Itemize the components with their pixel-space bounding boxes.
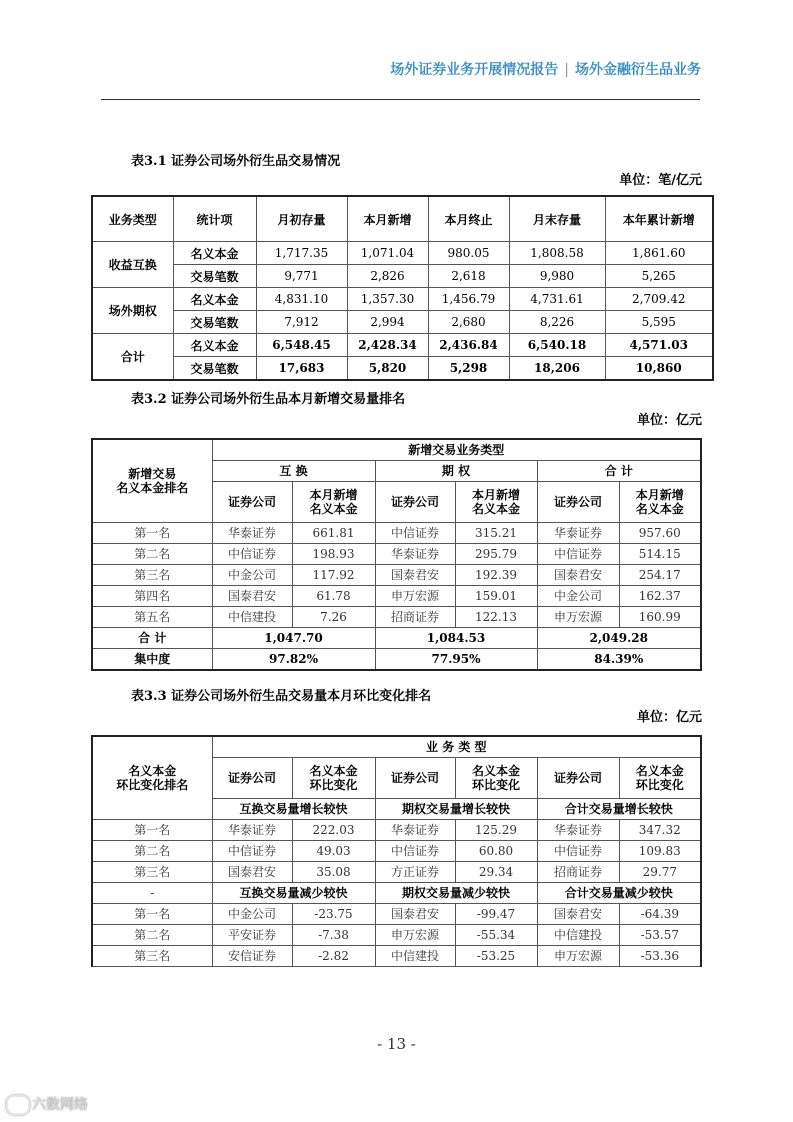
value-cell: -64.39	[619, 904, 701, 925]
table-row	[92, 946, 701, 967]
page-number: - 13 -	[377, 1035, 416, 1053]
watermark	[6, 1094, 88, 1115]
total-label: 合 计	[92, 628, 212, 649]
company-cell: 华泰证券	[375, 820, 455, 841]
column-header-line: 本月新增	[635, 487, 684, 502]
table-row	[92, 841, 701, 862]
company-cell: 中信证券	[537, 544, 619, 565]
company-cell: 中金公司	[212, 904, 292, 925]
group-label: 收益互换	[92, 242, 173, 288]
value-cell: 9,980	[509, 265, 605, 288]
company-cell: 中信建投	[537, 925, 619, 946]
group-label: 合计	[92, 334, 173, 381]
table-3-1-unit: 单位：笔/亿元	[619, 173, 702, 188]
group-header: 合 计	[537, 461, 701, 482]
column-header-line: 名义本金	[309, 763, 358, 778]
column-header	[619, 482, 701, 523]
value-cell: 5,298	[428, 357, 509, 381]
company-cell: 中信建投	[375, 946, 455, 967]
column-header-line: 名义本金	[635, 502, 684, 516]
table-row	[92, 904, 701, 925]
company-cell: 国泰君安	[537, 904, 619, 925]
section-header: 期权交易量减少较快	[375, 883, 537, 904]
value-cell: 1,717.35	[256, 242, 347, 265]
value-cell: 10,860	[605, 357, 713, 381]
header-cell: 本年累计新增	[605, 196, 713, 242]
item-label: 名义本金	[173, 288, 256, 311]
value-cell: 6,540.18	[509, 334, 605, 357]
company-cell: 申万宏源	[537, 607, 619, 628]
rank-cell: 第二名	[92, 925, 212, 946]
value-cell: 661.81	[292, 523, 375, 544]
column-header: 证券公司	[537, 482, 619, 523]
table-row	[92, 565, 701, 586]
company-cell: 华泰证券	[212, 523, 292, 544]
value-cell: 60.80	[455, 841, 537, 862]
company-cell: 华泰证券	[375, 544, 455, 565]
value-cell: 315.21	[455, 523, 537, 544]
column-header: 证券公司	[212, 482, 292, 523]
value-cell: -53.25	[455, 946, 537, 967]
value-cell: 5,820	[347, 357, 428, 381]
company-cell: 申万宏源	[375, 586, 455, 607]
value-cell: 160.99	[619, 607, 701, 628]
column-header	[619, 758, 701, 799]
value-cell: 1,357.30	[347, 288, 428, 311]
corner-line: 新增交易	[128, 466, 177, 481]
company-cell: 招商证券	[375, 607, 455, 628]
column-header	[455, 482, 537, 523]
table-header-row	[92, 439, 701, 461]
column-header	[292, 758, 375, 799]
header-cell: 统计项	[173, 196, 256, 242]
rank-cell: 第一名	[92, 820, 212, 841]
header-cell: 本月终止	[428, 196, 509, 242]
value-cell: 159.01	[455, 586, 537, 607]
column-header-line: 名义本金	[635, 763, 684, 778]
item-label: 名义本金	[173, 242, 256, 265]
table-3-3-caption: 表3.3 证券公司场外衍生品交易量本月环比变化排名	[131, 689, 432, 704]
value-cell: -53.36	[619, 946, 701, 967]
section-header-row	[92, 883, 701, 904]
rank-cell: 第三名	[92, 862, 212, 883]
company-cell: 国泰君安	[212, 586, 292, 607]
value-cell: 1,808.58	[509, 242, 605, 265]
value-cell: 125.29	[455, 820, 537, 841]
value-cell: 2,618	[428, 265, 509, 288]
super-header: 新增交易业务类型	[212, 439, 701, 461]
value-cell: -23.75	[292, 904, 375, 925]
header-section-title: 场外金融衍生品业务	[575, 62, 701, 78]
table-3-2	[91, 438, 702, 671]
concentration-label: 集中度	[92, 649, 212, 671]
value-cell: 1,456.79	[428, 288, 509, 311]
group-header: 互 换	[212, 461, 375, 482]
value-cell: 192.39	[455, 565, 537, 586]
value-cell: 957.60	[619, 523, 701, 544]
concentration-value: 77.95%	[375, 649, 537, 671]
concentration-row	[92, 649, 701, 671]
table-header-row	[92, 736, 701, 758]
table-row	[92, 523, 701, 544]
rank-cell: 第四名	[92, 586, 212, 607]
company-cell: 华泰证券	[537, 523, 619, 544]
item-label: 交易笔数	[173, 311, 256, 334]
column-header-line: 本月新增	[471, 487, 520, 502]
company-cell: 申万宏源	[375, 925, 455, 946]
company-cell: 中信证券	[375, 523, 455, 544]
column-header-line: 名义本金	[471, 502, 520, 516]
value-cell: -7.38	[292, 925, 375, 946]
total-value: 1,084.53	[375, 628, 537, 649]
rank-cell: 第一名	[92, 904, 212, 925]
table-3-2-caption: 表3.2 证券公司场外衍生品本月新增交易量排名	[131, 392, 406, 407]
column-header-line: 环比变化	[471, 778, 520, 792]
column-header-line: 环比变化	[635, 778, 684, 792]
rank-cell: 第二名	[92, 841, 212, 862]
column-header-line: 环比变化	[309, 778, 358, 792]
value-cell: 2,680	[428, 311, 509, 334]
value-cell: 61.78	[292, 586, 375, 607]
header-report-title: 场外证券业务开展情况报告	[390, 62, 559, 78]
company-cell: 中信建投	[212, 607, 292, 628]
value-cell: 18,206	[509, 357, 605, 381]
value-cell: 5,595	[605, 311, 713, 334]
rank-cell: 第二名	[92, 544, 212, 565]
value-cell: 514.15	[619, 544, 701, 565]
company-cell: 申万宏源	[537, 946, 619, 967]
corner-header	[92, 736, 212, 820]
rank-cell: 第三名	[92, 565, 212, 586]
rank-cell: 第五名	[92, 607, 212, 628]
column-header: 证券公司	[537, 758, 619, 799]
company-cell: 中信证券	[375, 841, 455, 862]
column-header-line: 名义本金	[309, 502, 358, 516]
item-label: 交易笔数	[173, 265, 256, 288]
table-row	[92, 311, 713, 334]
table-3-3-unit: 单位：亿元	[636, 710, 702, 725]
table-header-row	[92, 196, 713, 242]
table-row	[92, 544, 701, 565]
total-value: 1,047.70	[212, 628, 375, 649]
company-cell: 安信证券	[212, 946, 292, 967]
value-cell: 1,861.60	[605, 242, 713, 265]
company-cell: 华泰证券	[212, 820, 292, 841]
value-cell: 49.03	[292, 841, 375, 862]
value-cell: 122.13	[455, 607, 537, 628]
section-header: 互换交易量增长较快	[212, 799, 375, 820]
table-3-1	[91, 195, 714, 381]
column-header: 证券公司	[375, 758, 455, 799]
value-cell: 29.77	[619, 862, 701, 883]
group-label: 场外期权	[92, 288, 173, 334]
value-cell: 2,709.42	[605, 288, 713, 311]
section-header: 合计交易量增长较快	[537, 799, 701, 820]
company-cell: 国泰君安	[375, 565, 455, 586]
value-cell: 4,571.03	[605, 334, 713, 357]
value-cell: 4,731.61	[509, 288, 605, 311]
value-cell: 6,548.45	[256, 334, 347, 357]
company-cell: 方正证券	[375, 862, 455, 883]
value-cell: 29.34	[455, 862, 537, 883]
company-cell: 中信证券	[212, 841, 292, 862]
table-row	[92, 925, 701, 946]
table-row	[92, 607, 701, 628]
column-header: 证券公司	[212, 758, 292, 799]
company-cell: 华泰证券	[537, 820, 619, 841]
column-header	[292, 482, 375, 523]
value-cell: 1,071.04	[347, 242, 428, 265]
table-row	[92, 820, 701, 841]
value-cell: 4,831.10	[256, 288, 347, 311]
column-header-line: 名义本金	[471, 763, 520, 778]
value-cell: 222.03	[292, 820, 375, 841]
value-cell: 2,826	[347, 265, 428, 288]
header-cell: 本月新增	[347, 196, 428, 242]
company-cell: 国泰君安	[375, 904, 455, 925]
value-cell: -2.82	[292, 946, 375, 967]
section-header: 期权交易量增长较快	[375, 799, 537, 820]
section-header: 合计交易量减少较快	[537, 883, 701, 904]
header-separator: |	[564, 62, 569, 78]
value-cell: 162.37	[619, 586, 701, 607]
total-row	[92, 357, 713, 381]
value-cell: 109.83	[619, 841, 701, 862]
dash-cell: -	[92, 883, 212, 904]
table-row	[92, 265, 713, 288]
table-row	[92, 862, 701, 883]
corner-line: 名义本金	[128, 763, 177, 778]
item-label: 交易笔数	[173, 357, 256, 381]
table-row	[92, 586, 701, 607]
value-cell: 2,436.84	[428, 334, 509, 357]
value-cell: 254.17	[619, 565, 701, 586]
report-header	[390, 59, 701, 79]
value-cell: 117.92	[292, 565, 375, 586]
column-header-line: 本月新增	[309, 487, 358, 502]
value-cell: 198.93	[292, 544, 375, 565]
value-cell: -53.57	[619, 925, 701, 946]
company-cell: 中金公司	[212, 565, 292, 586]
column-header: 证券公司	[375, 482, 455, 523]
table-3-1-caption: 表3.1 证券公司场外衍生品交易情况	[131, 154, 341, 169]
value-cell: 2,428.34	[347, 334, 428, 357]
header-rule	[101, 99, 700, 100]
value-cell: 5,265	[605, 265, 713, 288]
value-cell: 295.79	[455, 544, 537, 565]
corner-line: 环比变化排名	[116, 778, 189, 792]
company-cell: 中信证券	[537, 841, 619, 862]
header-cell: 业务类型	[92, 196, 173, 242]
value-cell: 17,683	[256, 357, 347, 381]
value-cell: 980.05	[428, 242, 509, 265]
company-cell: 中金公司	[537, 586, 619, 607]
corner-line: 名义本金排名	[116, 481, 189, 495]
value-cell: 35.08	[292, 862, 375, 883]
watermark-logo-icon	[6, 1095, 30, 1115]
value-cell: 8,226	[509, 311, 605, 334]
value-cell: 2,994	[347, 311, 428, 334]
value-cell: 9,771	[256, 265, 347, 288]
company-cell: 平安证券	[212, 925, 292, 946]
section-header: 互换交易量减少较快	[212, 883, 375, 904]
value-cell: -99.47	[455, 904, 537, 925]
table-3-3	[91, 735, 702, 967]
table-row	[92, 288, 713, 311]
value-cell: 347.32	[619, 820, 701, 841]
value-cell: 7,912	[256, 311, 347, 334]
header-cell: 月末存量	[509, 196, 605, 242]
total-row	[92, 334, 713, 357]
rank-cell: 第三名	[92, 946, 212, 967]
table-3-2-unit: 单位：亿元	[636, 413, 702, 428]
total-value: 2,049.28	[537, 628, 701, 649]
header-cell: 月初存量	[256, 196, 347, 242]
corner-header	[92, 439, 212, 523]
value-cell: -55.34	[455, 925, 537, 946]
company-cell: 国泰君安	[537, 565, 619, 586]
rank-cell: 第一名	[92, 523, 212, 544]
table-row	[92, 242, 713, 265]
company-cell: 国泰君安	[212, 862, 292, 883]
company-cell: 中信证券	[212, 544, 292, 565]
concentration-value: 97.82%	[212, 649, 375, 671]
super-header: 业 务 类 型	[212, 736, 701, 758]
total-row	[92, 628, 701, 649]
item-label: 名义本金	[173, 334, 256, 357]
column-header	[455, 758, 537, 799]
concentration-value: 84.39%	[537, 649, 701, 671]
watermark-text: 六数网络	[32, 1097, 88, 1113]
group-header: 期 权	[375, 461, 537, 482]
value-cell: 7.26	[292, 607, 375, 628]
company-cell: 招商证券	[537, 862, 619, 883]
